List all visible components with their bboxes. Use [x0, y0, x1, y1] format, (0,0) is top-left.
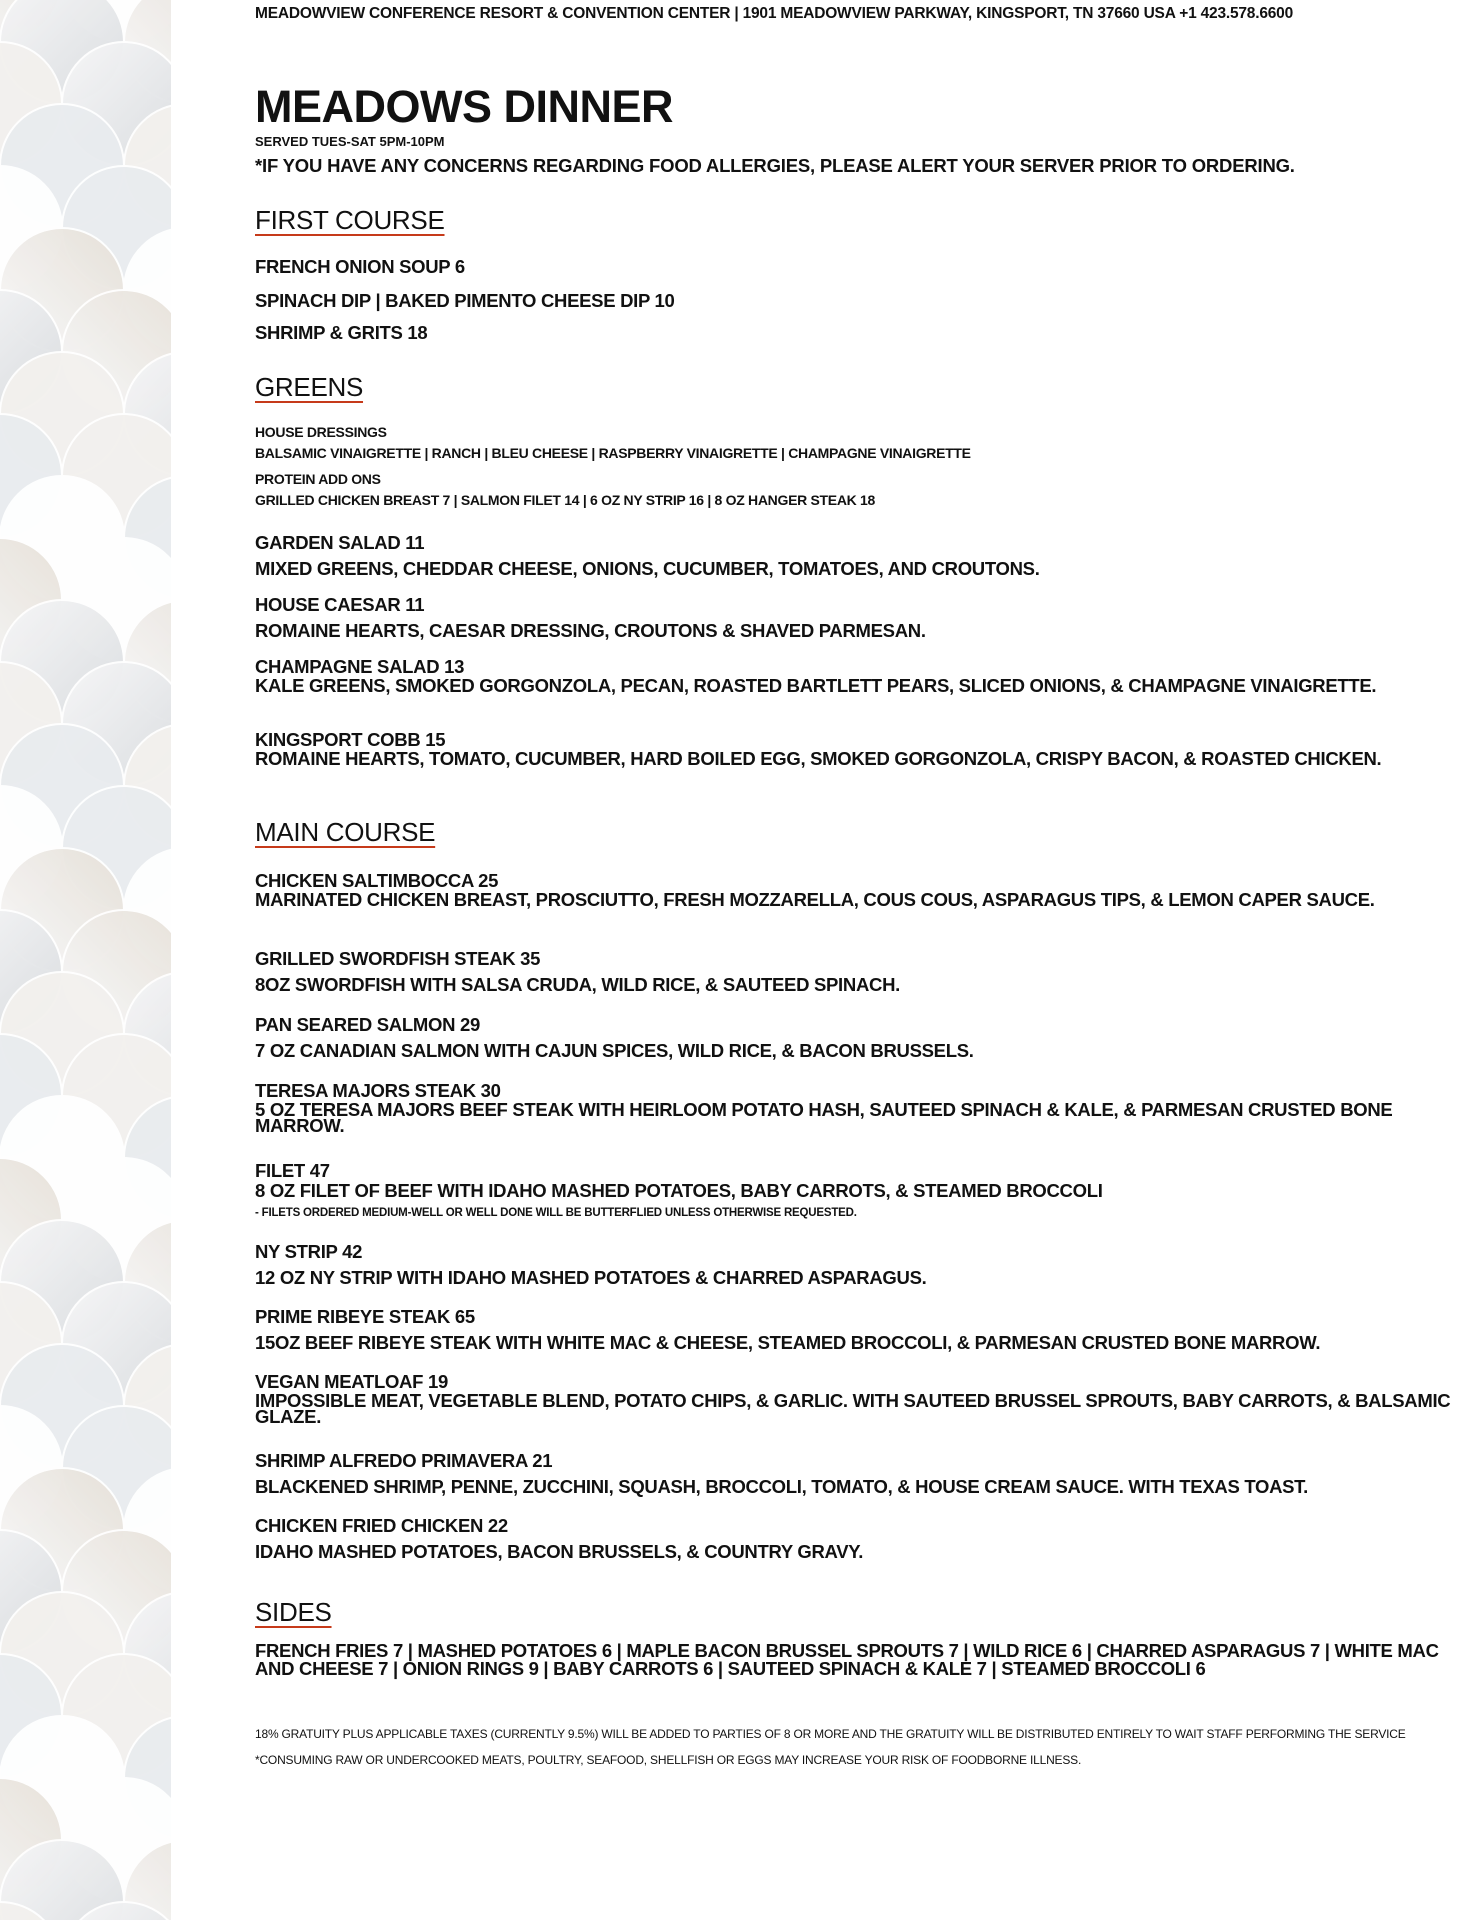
menu-item-name: SHRIMP ALFREDO PRIMAVERA 21 — [255, 1450, 553, 1471]
menu-item-description: 5 OZ TERESA MAJORS BEEF STEAK WITH HEIRLOOM POTATO HASH, SAUTEED SPINACH & KALE, & PARMESAN CRUSTED BONE MARROW. — [255, 1099, 1393, 1136]
menu-item-description: ROMAINE HEARTS, CAESAR DRESSING, CROUTONS & SHAVED PARMESAN. — [255, 620, 926, 641]
menu-item-description: 8OZ SWORDFISH WITH SALSA CRUDA, WILD RICE, & SAUTEED SPINACH. — [255, 974, 900, 995]
section-heading-greens: GREENS — [255, 372, 364, 402]
sides-list: FRENCH FRIES 7 | MASHED POTATOES 6 | MAPLE BACON BRUSSEL SPROUTS 7 | WILD RICE 6 | CHARRED ASPARAGUS 7 | WHITE MAC AND CHEESE 7 | ONION RINGS 9 | BABY CARROTS 6 | SAUTEED SPINACH & KALE 7 | STEAMED BROCCOLI 6 — [255, 1640, 1439, 1679]
menu-item-name: GARDEN SALAD 11 — [255, 532, 425, 553]
menu-item-description: 12 OZ NY STRIP WITH IDAHO MASHED POTATOES & CHARRED ASPARAGUS. — [255, 1267, 927, 1288]
menu-item-name: TERESA MAJORS STEAK 30 — [255, 1080, 501, 1101]
gratuity-notice: 18% GRATUITY PLUS APPLICABLE TAXES (CURRENTLY 9.5%) WILL BE ADDED TO PARTIES OF 8 OR MORE AND THE GRATUITY WILL BE DISTRIBUTED ENTIRELY TO WAIT STAFF PERFORMING THE SERVICE — [255, 1727, 1406, 1741]
menu-item-description: BLACKENED SHRIMP, PENNE, ZUCCHINI, SQUASH, BROCCOLI, TOMATO, & HOUSE CREAM SAUCE. WITH TEXAS TOAST. — [255, 1476, 1308, 1497]
dressings-label: HOUSE DRESSINGS — [255, 424, 387, 440]
protein-label: PROTEIN ADD ONS — [255, 471, 381, 487]
menu-item-description: IDAHO MASHED POTATOES, BACON BRUSSELS, & COUNTRY GRAVY. — [255, 1541, 864, 1562]
circle-pattern-graphic — [0, 0, 171, 1920]
section-heading-main-course: MAIN COURSE — [255, 817, 436, 847]
dressings-list: BALSAMIC VINAIGRETTE | RANCH | BLEU CHEESE | RASPBERRY VINAIGRETTE | CHAMPAGNE VINAIGRETTE — [255, 445, 971, 461]
menu-item-name: PRIME RIBEYE STEAK 65 — [255, 1306, 475, 1327]
menu-item-name: KINGSPORT COBB 15 — [255, 729, 446, 750]
menu-item-name: PAN SEARED SALMON 29 — [255, 1014, 480, 1035]
menu-item-description: 8 OZ FILET OF BEEF WITH IDAHO MASHED POTATOES, BABY CARROTS, & STEAMED BROCCOLI — [255, 1180, 1103, 1201]
menu-item-name: NY STRIP 42 — [255, 1241, 363, 1262]
menu-item-name: FILET 47 — [255, 1160, 330, 1181]
menu-item-name: CHAMPAGNE SALAD 13 — [255, 656, 465, 677]
menu-item: SPINACH DIP | BAKED PIMENTO CHEESE DIP 10 — [255, 290, 675, 311]
menu-item-description: MIXED GREENS, CHEDDAR CHEESE, ONIONS, CUCUMBER, TOMATOES, AND CROUTONS. — [255, 558, 1040, 579]
menu-item-description: KALE GREENS, SMOKED GORGONZOLA, PECAN, ROASTED BARTLETT PEARS, SLICED ONIONS, & CHAMPAGNE VINAIGRETTE. — [255, 675, 1377, 696]
section-heading-sides: SIDES — [255, 1597, 332, 1627]
consumption-warning: *CONSUMING RAW OR UNDERCOOKED MEATS, POULTRY, SEAFOOD, SHELLFISH OR EGGS MAY INCREASE YOUR RISK OF FOODBORNE ILLNESS. — [255, 1753, 1082, 1767]
menu-item-description: MARINATED CHICKEN BREAST, PROSCIUTTO, FRESH MOZZARELLA, COUS COUS, ASPARAGUS TIPS, & LEMON CAPER SAUCE. — [255, 889, 1375, 910]
menu-item-name: HOUSE CAESAR 11 — [255, 594, 425, 615]
menu-item-description: 7 OZ CANADIAN SALMON WITH CAJUN SPICES, WILD RICE, & BACON BRUSSELS. — [255, 1040, 974, 1061]
menu-item: SHRIMP & GRITS 18 — [255, 322, 428, 343]
menu-item-name: CHICKEN SALTIMBOCCA 25 — [255, 870, 499, 891]
menu-item-description: 15OZ BEEF RIBEYE STEAK WITH WHITE MAC & CHEESE, STEAMED BROCCOLI, & PARMESAN CRUSTED BONE MARROW. — [255, 1332, 1321, 1353]
menu-item-note: - FILETS ORDERED MEDIUM-WELL OR WELL DONE WILL BE BUTTERFLIED UNLESS OTHERWISE REQUESTED. — [255, 1207, 857, 1219]
decorative-marble-strip — [0, 0, 171, 1920]
service-hours: SERVED TUES-SAT 5PM-10PM — [255, 134, 445, 149]
menu-item-description: IMPOSSIBLE MEAT, VEGETABLE BLEND, POTATO CHIPS, & GARLIC. WITH SAUTEED BRUSSEL SPROUTS, BABY CARROTS, & BALSAMIC GLAZE. — [255, 1390, 1451, 1427]
menu-item-name: GRILLED SWORDFISH STEAK 35 — [255, 948, 541, 969]
protein-list: GRILLED CHICKEN BREAST 7 | SALMON FILET 14 | 6 OZ NY STRIP 16 | 8 OZ HANGER STEAK 18 — [255, 492, 876, 508]
menu-title: MEADOWS DINNER — [255, 81, 673, 132]
menu-item-name: CHICKEN FRIED CHICKEN 22 — [255, 1515, 508, 1536]
menu-item-name: VEGAN MEATLOAF 19 — [255, 1371, 448, 1392]
menu-item-description: ROMAINE HEARTS, TOMATO, CUCUMBER, HARD BOILED EGG, SMOKED GORGONZOLA, CRISPY BACON, & ROASTED CHICKEN. — [255, 748, 1382, 769]
allergy-notice: *IF YOU HAVE ANY CONCERNS REGARDING FOOD ALLERGIES, PLEASE ALERT YOUR SERVER PRIOR TO ORDERING. — [255, 155, 1295, 176]
resort-address: MEADOWVIEW CONFERENCE RESORT & CONVENTION CENTER | 1901 MEADOWVIEW PARKWAY, KINGSPORT, TN 37660 USA +1 423.578.6600 — [255, 5, 1294, 22]
section-heading-first-course: FIRST COURSE — [255, 205, 445, 235]
menu-item: FRENCH ONION SOUP 6 — [255, 256, 465, 277]
